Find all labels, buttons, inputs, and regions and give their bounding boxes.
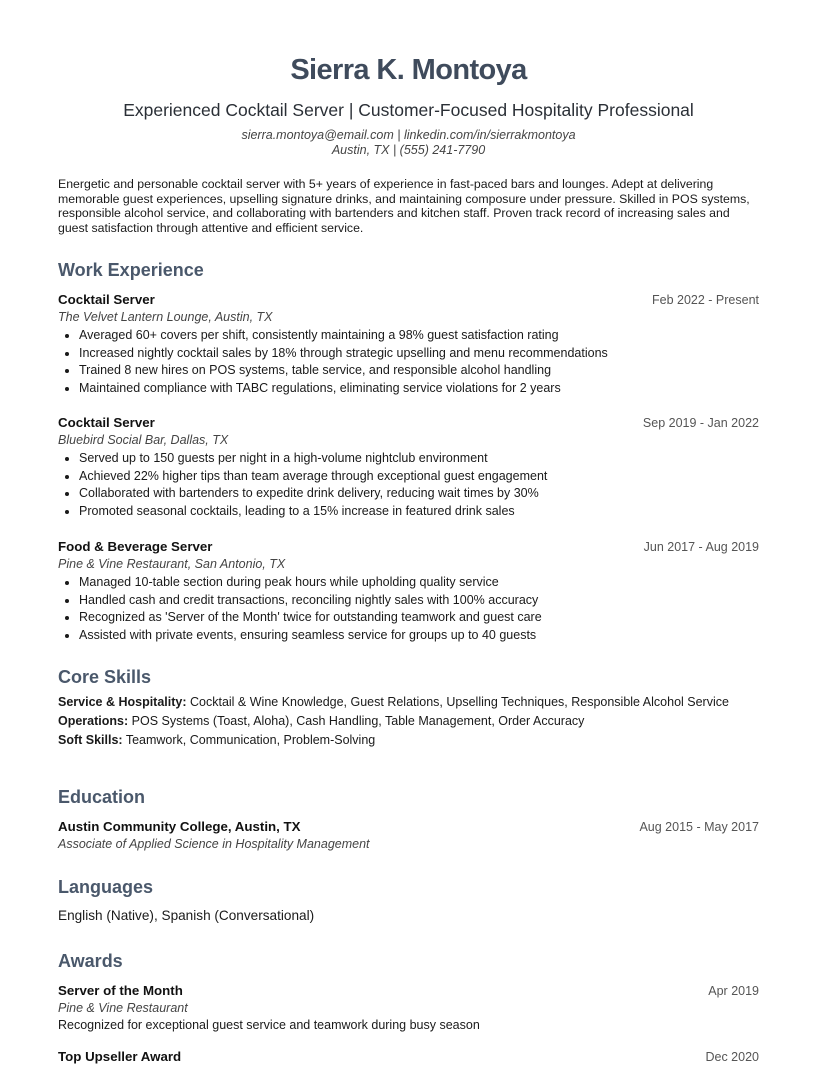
job-bullet: Achieved 22% higher tips than team average through exceptional guest engagement	[58, 468, 759, 486]
professional-summary: Energetic and personable cocktail server with 5+ years of experience in fast-paced bars and lounges. Adept at delivering memorable guest experiences, upselling signature drinks, and maintaining composure under pressure. Skilled in POS systems, responsible alcohol service, and collaborating with bartenders and kitchen staff. Proven track record of increasing sales and guest satisfaction through attentive and efficient service.	[58, 177, 750, 235]
job-bullet: Averaged 60+ covers per shift, consistently maintaining a 98% guest satisfaction rating	[58, 327, 759, 345]
skill-line	[58, 695, 759, 710]
job-bullet: Served up to 150 guests per night in a high-volume nightclub environment	[58, 450, 759, 468]
skill-line	[58, 733, 759, 748]
job-bullets	[58, 450, 759, 520]
award-title: Server of the Month	[58, 983, 183, 998]
languages-list: English (Native), Spanish (Conversational)	[58, 908, 315, 923]
professional-tagline: Experienced Cocktail Server | Customer-Focused Hospitality Professional	[123, 100, 694, 120]
section-title-core-skills: Core Skills	[58, 667, 152, 687]
job-dates: Jun 2017 - Aug 2019	[643, 540, 759, 554]
job-bullet: Promoted seasonal cocktails, leading to a 15% increase in featured drink sales	[58, 503, 759, 521]
section-title-work-experience: Work Experience	[58, 260, 204, 280]
job-title: Cocktail Server	[58, 415, 155, 430]
education-dates: Aug 2015 - May 2017	[639, 820, 759, 834]
skill-line	[58, 714, 759, 729]
contact-info	[58, 128, 759, 158]
skill-label: Soft Skills:	[58, 733, 123, 747]
job-dates: Feb 2022 - Present	[651, 293, 759, 307]
job-bullet: Trained 8 new hires on POS systems, table service, and responsible alcohol handling	[58, 362, 759, 380]
award-entry	[58, 1048, 759, 1066]
job-entry	[58, 414, 759, 520]
education-entry	[58, 818, 759, 853]
skill-value: Teamwork, Communication, Problem-Solving	[125, 733, 376, 747]
section-title-awards: Awards	[58, 951, 123, 971]
job-bullet: Increased nightly cocktail sales by 18% through strategic upselling and menu recommendations	[58, 345, 759, 363]
job-entry	[58, 291, 759, 397]
skill-value: POS Systems (Toast, Aloha), Cash Handling, Table Management, Order Accuracy	[131, 714, 585, 728]
award-date: Apr 2019	[708, 984, 759, 998]
award-entry	[58, 982, 759, 1033]
skill-label: Service & Hospitality:	[58, 695, 187, 709]
job-bullet: Managed 10-table section during peak hours while upholding quality service	[58, 574, 759, 592]
job-bullets	[58, 574, 759, 644]
section-title-education: Education	[58, 787, 146, 807]
job-entry	[58, 538, 759, 644]
job-title: Cocktail Server	[58, 292, 155, 307]
job-bullets	[58, 327, 759, 397]
job-bullet: Handled cash and credit transactions, reconciling nightly sales with 100% accuracy	[58, 592, 759, 610]
contact-line-email-linkedin: sierra.montoya@email.com | linkedin.com/in/sierrakmontoya	[241, 128, 576, 142]
job-title: Food & Beverage Server	[58, 539, 213, 554]
skills-list	[58, 695, 759, 752]
degree: Associate of Applied Science in Hospitality Management	[58, 837, 370, 851]
contact-line-location-phone: Austin, TX | (555) 241-7790	[331, 143, 486, 157]
job-bullet: Maintained compliance with TABC regulations, eliminating service violations for 2 years	[58, 380, 759, 398]
school-name: Austin Community College, Austin, TX	[58, 819, 301, 834]
award-description: Recognized for exceptional guest service and teamwork during busy season	[58, 1018, 480, 1032]
job-bullet: Assisted with private events, ensuring seamless service for groups up to 40 guests	[58, 627, 759, 645]
job-organization: Bluebird Social Bar, Dallas, TX	[58, 433, 229, 447]
award-date: Dec 2020	[705, 1050, 759, 1064]
award-organization: Pine & Vine Restaurant	[58, 1001, 188, 1015]
job-organization: The Velvet Lantern Lounge, Austin, TX	[58, 310, 273, 324]
award-title: Top Upseller Award	[58, 1049, 182, 1064]
job-organization: Pine & Vine Restaurant, San Antonio, TX	[58, 557, 286, 571]
job-bullet: Collaborated with bartenders to expedite drink delivery, reducing wait times by 30%	[58, 485, 759, 503]
job-dates: Sep 2019 - Jan 2022	[642, 416, 759, 430]
candidate-name: Sierra K. Montoya	[290, 54, 527, 86]
skill-value: Cocktail & Wine Knowledge, Guest Relations, Upselling Techniques, Responsible Alcohol Service	[190, 695, 729, 709]
job-bullet: Recognized as 'Server of the Month' twice for outstanding teamwork and guest care	[58, 609, 759, 627]
section-title-languages: Languages	[58, 877, 154, 897]
skill-label: Operations:	[58, 714, 129, 728]
